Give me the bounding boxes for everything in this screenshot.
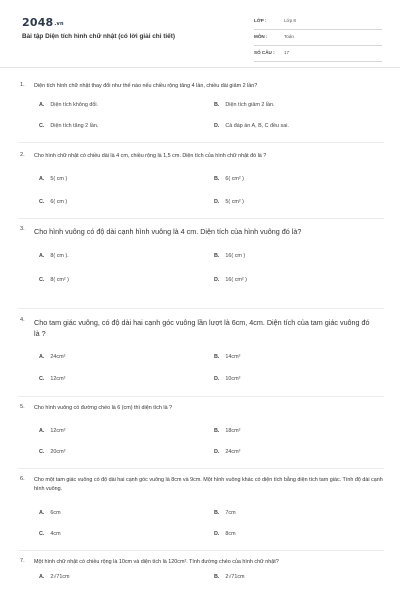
option-b[interactable] xyxy=(214,510,236,516)
question-header xyxy=(18,82,384,91)
meta-row-class xyxy=(254,14,382,30)
question-text: Cho hình vuông có độ dài cạnh hình vuông là 4 cm. Diện tích của hình vuông đó là? xyxy=(34,227,302,236)
meta-row-count xyxy=(254,46,382,62)
meta-row-subject xyxy=(254,30,382,46)
option-text: 10cm² xyxy=(225,376,241,382)
option-text: 16( cm² ) xyxy=(225,277,247,283)
question-header xyxy=(18,226,384,237)
option-c[interactable] xyxy=(39,277,69,283)
option-b[interactable] xyxy=(214,428,240,434)
option-text: Diện tích không đổi. xyxy=(50,102,99,108)
option-d[interactable] xyxy=(214,376,240,382)
option-text: Diện tích tăng 2 lần. xyxy=(50,123,99,129)
option-text: 5( cm ) xyxy=(50,176,68,182)
question-text: Diện tích hình chữ nhật thay đổi như thế nào nếu chiều rộng tăng 4 lần, chiều dài giảm 2 lần? xyxy=(34,83,258,89)
question-number: 4. xyxy=(20,317,25,323)
option-a[interactable] xyxy=(39,510,61,516)
document-title: Bài tập Diện tích hình chữ nhật (có lời giải chi tiết) xyxy=(22,33,175,40)
option-text: 4cm xyxy=(50,531,61,537)
option-text: 6( cm ) xyxy=(50,199,68,205)
option-text: 8( cm ). xyxy=(50,253,69,259)
meta-label: MÔN : xyxy=(254,34,268,39)
option-text: 20cm² xyxy=(50,449,66,455)
option-label: D. xyxy=(214,277,220,283)
option-d[interactable] xyxy=(214,123,289,129)
option-b[interactable] xyxy=(214,176,244,182)
question-6 xyxy=(18,476,384,537)
option-label: A. xyxy=(39,102,45,108)
question-divider xyxy=(18,308,384,309)
option-label: D. xyxy=(214,376,220,382)
option-text: Diện tích giảm 2 lần. xyxy=(225,102,275,108)
option-label: B. xyxy=(214,102,220,108)
question-number: 2. xyxy=(20,152,25,158)
option-label: C. xyxy=(39,277,45,283)
option-text: 2√71cm xyxy=(50,574,70,580)
question-7 xyxy=(18,558,384,581)
question-text: Cho tam giác vuông, có độ dài hai cạnh góc vuông lần lượt là 6cm, 4cm. Diện tích của tam giác vuông đó là ? xyxy=(34,318,370,338)
option-text: 12cm² xyxy=(50,428,66,434)
answer-options xyxy=(18,567,384,581)
option-c[interactable] xyxy=(39,123,98,129)
option-text: 5( cm² ) xyxy=(225,199,244,205)
site-logo[interactable] xyxy=(22,16,64,29)
header-divider xyxy=(0,67,400,68)
option-c[interactable] xyxy=(39,376,65,382)
option-label: A. xyxy=(39,354,45,360)
meta-label: LỚP : xyxy=(254,18,267,23)
question-header xyxy=(18,476,384,494)
option-label: B. xyxy=(214,354,220,360)
option-text: 2√71cm xyxy=(225,574,245,580)
answer-options xyxy=(18,237,384,283)
option-label: A. xyxy=(39,176,45,182)
question-text: Cho một tam giác vuông có độ dài hai cạnh góc vuông là 8cm và 9cm. Một hình vuông khác có diện tích bằng diện tích tam giác. Tính độ dài cạnh hình vuông. xyxy=(34,477,383,492)
option-a[interactable] xyxy=(39,428,65,434)
option-text: 14cm² xyxy=(225,354,241,360)
option-label: A. xyxy=(39,510,45,516)
question-header xyxy=(18,404,384,413)
option-text: 24cm² xyxy=(225,449,241,455)
option-label: B. xyxy=(214,574,220,580)
document-header xyxy=(18,14,384,60)
option-d[interactable] xyxy=(214,531,236,537)
meta-value: Toán xyxy=(284,34,294,39)
question-number: 6. xyxy=(20,476,25,482)
option-label: A. xyxy=(39,253,45,259)
answer-options xyxy=(18,91,384,127)
option-a[interactable] xyxy=(39,354,65,360)
option-label: C. xyxy=(39,199,45,205)
option-b[interactable] xyxy=(214,354,240,360)
question-divider xyxy=(18,468,384,469)
option-c[interactable] xyxy=(39,449,65,455)
question-number: 3. xyxy=(20,226,25,232)
option-label: D. xyxy=(214,123,220,129)
option-label: D. xyxy=(214,449,220,455)
option-b[interactable] xyxy=(214,253,245,259)
option-text: 8cm xyxy=(225,531,236,537)
option-b[interactable] xyxy=(214,102,275,108)
question-number: 5. xyxy=(20,404,25,410)
option-label: B. xyxy=(214,428,220,434)
option-text: 6( cm² ) xyxy=(225,176,244,182)
option-label: C. xyxy=(39,531,45,537)
option-d[interactable] xyxy=(214,199,244,205)
option-label: B. xyxy=(214,176,220,182)
option-a[interactable] xyxy=(39,253,69,259)
option-text: 7cm xyxy=(225,510,236,516)
answer-options xyxy=(18,413,384,455)
option-label: C. xyxy=(39,376,45,382)
question-divider xyxy=(18,218,384,219)
option-text: 8( cm² ) xyxy=(50,277,69,283)
option-text: 18cm² xyxy=(225,428,241,434)
option-c[interactable] xyxy=(39,531,61,537)
option-text: Cả đáp án A, B, C đều sai. xyxy=(225,123,289,129)
option-a[interactable] xyxy=(39,574,70,580)
answer-options xyxy=(18,339,384,382)
option-a[interactable] xyxy=(39,176,67,182)
question-header xyxy=(18,558,384,567)
question-text: Một hình chữ nhật có chiều rộng là 10cm và diện tích là 120cm². Tính đường chéo của hình chữ nhật? xyxy=(34,559,279,565)
option-label: D. xyxy=(214,531,220,537)
document-meta xyxy=(254,14,382,62)
option-label: C. xyxy=(39,123,45,129)
question-5 xyxy=(18,404,384,455)
question-header xyxy=(18,152,384,161)
meta-label: SỐ CÂU : xyxy=(254,50,275,55)
option-label: B. xyxy=(214,253,220,259)
answer-options xyxy=(18,161,384,205)
option-label: C. xyxy=(39,449,45,455)
question-4 xyxy=(18,317,384,382)
option-label: B. xyxy=(214,510,220,516)
question-number: 7. xyxy=(20,558,25,564)
option-text: 24cm² xyxy=(50,354,66,360)
option-b[interactable] xyxy=(214,574,245,580)
meta-value: Lớp 8 xyxy=(284,18,296,23)
answer-options xyxy=(18,494,384,537)
option-label: A. xyxy=(39,428,45,434)
question-divider xyxy=(18,396,384,397)
option-c[interactable] xyxy=(39,199,67,205)
question-3 xyxy=(18,226,384,283)
question-number: 1. xyxy=(20,82,25,88)
option-text: 6cm xyxy=(50,510,61,516)
question-text: Cho hình vuông có đường chéo là 6 (cm) thì diện tích là ? xyxy=(34,405,173,411)
logo-text: 2048 xyxy=(22,16,54,29)
question-1 xyxy=(18,82,384,127)
option-text: 16( cm ) xyxy=(225,253,246,259)
question-2 xyxy=(18,152,384,205)
logo-suffix: .vn xyxy=(54,21,64,27)
option-text: 12cm² xyxy=(50,376,66,382)
option-label: D. xyxy=(214,199,220,205)
question-divider xyxy=(18,550,384,551)
option-d[interactable] xyxy=(214,449,240,455)
meta-value: 17 xyxy=(284,50,290,55)
option-a[interactable] xyxy=(39,102,98,108)
question-header xyxy=(18,317,384,339)
question-divider xyxy=(18,142,384,143)
option-d[interactable] xyxy=(214,277,247,283)
option-label: A. xyxy=(39,574,45,580)
question-text: Cho hình chữ nhật có chiều dài là 4 cm, chiều rộng là 1,5 cm. Diện tích của hình chữ nhật đó là ? xyxy=(34,153,267,159)
